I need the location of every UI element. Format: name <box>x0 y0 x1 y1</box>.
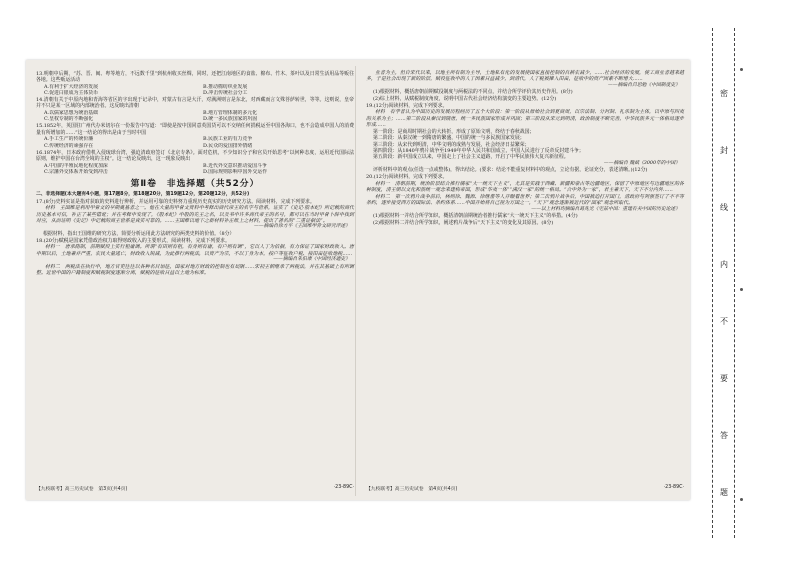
question-18-requirement-1: (1)根据材料，概括唐朝前期赋役制度与两税法的不同点，并结合所学评价其历史作用。(8分) <box>373 89 573 96</box>
left-column <box>36 70 354 277</box>
binding-line <box>712 28 713 538</box>
question-16-stem: 16.1874年，日本政府借机入侵琉球台湾，强迫清政府签订《北京专条》。面对危机，不少知识分子和官员开始思考“以何种态度，运用近代国际法原则，维护中国在台湾全境的主权”。这一结论反映出，这一现象反映出 <box>36 149 354 163</box>
option-a: A.以儒家思想为统治基础 <box>44 109 98 116</box>
question-13-options <box>36 84 354 97</box>
option-c: C.宗藩外交体系开始受到冲击 <box>44 169 108 176</box>
question-20-requirement-1: (1)根据材料一并结合所学知识，概括清朝前期统治者推行儒家“大一统天下主义”的举措。(4分) <box>373 213 578 220</box>
question-18-requirement-2: (2)综上材料，从赋税制度角度，说明中国古代社会经济结构演变的主要趋势。(12分) <box>373 95 557 102</box>
option-d: D.民众的爱国排外情绪 <box>203 142 253 149</box>
section-note: 二、非选择题(本大题有4小题，第17题8分，第18题20分，第19题12分，第20题12分，共52分) <box>36 191 250 197</box>
question-17-material: 材料 王国维是利用甲骨文的早期奠基者之一。他在大量的甲骨文资料中考释出商代帝王的名字与世系，证实了《史记·殷本纪》所记载的商代历史基本可信，补正了某些错讹；并在考释中发现了，《殷本纪》中殷的先王之名，以及书中许多商代帝王的名号，都可以在当时甲骨卜辞中找到对应，从而证明《史记》中记载的商王世系是真实可靠的。……王国维以地下之新材料补正纸上之材料，提出了著名的“二重证据法”。 <box>36 205 354 225</box>
option-a: A.手工生产的传统价廉 <box>44 136 94 143</box>
question-20-material-2: 材料二 第一次鸦片战争前后，林则徐、魏源、徐继畲等人开眼看世界；第二次鸦片战争后，中国被迫打开国门，清政府与列强签订了不平等条约，逐步接受西方的国际法、条约体系……中国开始将自己视为万国之一，“天下”观念逐渐被近代的“国家”观念所取代。 <box>366 193 684 207</box>
option-b: B.推动棉纺织业发展 <box>203 83 248 90</box>
binding-char: 题 <box>720 488 728 497</box>
option-c: C.促进白银成为主体货币 <box>44 89 99 96</box>
question-18-material-2-continued: 业者为主，但自宋代以来，以地主所有制为主导，土地私有化的发展使国家直接控制的自耕农减少，……社会经济的发展，使工商业者越来越多，于是社会出现了新的阶层，赋役征收中的人丁因素日益减少，到清代，人丁税被摊入田亩，征收中的资产因素不断增大…… <box>366 70 684 83</box>
question-19-requirement: 评析材料中的观点(任选一点或整体)，得出结论。(要求：结论不能重复材料中的观点，立论有据，论证充分，表述清晰。)(12分) <box>373 167 648 174</box>
question-20-material-1: 材料一 清朝前期，统治阶层结合推行儒家“大一统天下主义”，尤其是实践于西藏、新疆和蒙古等边疆地区，保留了中原地区与边疆地区的各种制度，清王朝以文化和族统一观念来建构帝国，形成“华夷一体”“满汉一家”的统一格局。“合中外为一家”，君主兼天下，天下不分内外…… <box>366 180 684 194</box>
question-19-source: ——摘编自 魏斌《3000年的中国》 <box>603 160 680 166</box>
question-18-material-1: 材料一 唐承隋制，前期赋役上实行租庸调。所谓“有田则有租，有身则有庸，有户则有调”，它以人丁为依据，有力保证了国家财政收入。唐中期以后，土地兼并严重，农民大量逃亡，财政收入锐减，为此推行两税法，以资产为宗，不以丁身为本，按户等征收户税、按田亩征收地税…… <box>36 244 354 257</box>
question-18-stem: 18.(20分)赋税是国家凭借政治权力取得财政收入的主要形式，阅读材料，完成下列要求。 <box>36 237 230 244</box>
question-17-source: ——摘编自徐方平《王国维甲骨文研究评述》 <box>254 224 350 230</box>
page-footer-right <box>366 485 684 492</box>
exam-sheet <box>26 60 690 500</box>
binding-char: 内 <box>720 260 728 269</box>
question-19-stage: 第一阶段：是商周时期社会的大转折，形成了原始文明，终结于春秋战国； <box>373 128 535 135</box>
binding-char: 答 <box>720 431 728 440</box>
question-18-source-2: ——摘编自吕思勉《中国制度史》 <box>608 82 680 88</box>
footer-code: ·23-89C· <box>333 485 354 490</box>
binding-line <box>734 28 735 538</box>
footer-code: ·23-89C· <box>663 485 684 490</box>
option-d: D.冲击传统社会分工 <box>203 89 248 96</box>
binding-char: 封 <box>720 146 728 155</box>
question-18-material-2: 材料二 两税法在执行中，地方官吏往往以各种名目加征，国家对地方财政的控制也有局限……宋初王朝继承了两税法，并在其基础上有所调整。近世中国的户籍制度和赋税制度逐渐分离，赋税的征收日益以土地为标准。 <box>36 263 354 277</box>
option-a: A.有利于扩大经济的发展 <box>44 83 98 90</box>
option-c: C.传统经济的顽强存在 <box>44 142 94 149</box>
question-13-stem: 13.明朝中后期，“苏、晋、闽、粤等地方，不远数千里”到杭州收买丝绸，同时，还把江南地区的食盐、棉布、竹木、茶叶以及日常生活用品等贩往各地。这些贩运活动 <box>36 70 354 84</box>
binding-hole <box>740 288 743 291</box>
question-19-stage: 第二阶段：从秦汉统一到隋唐的繁盛，中国的统一与多民族国家发展； <box>373 135 525 142</box>
question-19-stem: 19.(12分)阅读材料，完成下列要求。 <box>366 102 448 109</box>
question-15-stem: 15.1852年，英国驻广州代办米切尔在一份报告中写道：“即使是按中国同意英国货可以不交纳任何捐税运至中国各海口，也不会造成中国人的消费量有所增加的……”这一结论的得出是由于当时中国 <box>36 123 354 136</box>
question-19-stage: 第五阶段：新中国成立以来，中国走上了社会主义道路，开启了中华民族伟大复兴新征程。 <box>373 154 569 161</box>
question-16-options <box>36 163 354 176</box>
binding-label <box>716 88 732 498</box>
option-d: D.国际规则影响中国外交运作 <box>203 169 267 176</box>
binding-hole <box>740 68 743 71</box>
question-14-options <box>36 110 354 123</box>
question-20-requirement-2: (2)根据材料二并结合所学知识，阐述鸦片战争后“天下主义”的变化及其原因。(8分) <box>373 219 554 226</box>
binding-hole <box>740 498 743 501</box>
binding-char: 要 <box>720 374 728 383</box>
question-19-stage: 第三阶段：从宋代到明清，中华文明的成熟与发展，社会经济日益繁荣； <box>373 141 530 148</box>
binding-char: 不 <box>720 317 728 326</box>
right-column <box>366 70 684 226</box>
option-c: C.皇权专制的不断强化 <box>44 116 94 123</box>
option-d: D.统一多民族国家的巩固 <box>203 116 258 123</box>
question-14-stem: 14.清朝有关于中原内地和青海等省区的字出现于记录中，对蒙古有言是大汗，对满洲则言是东北，对西藏而言文殊菩萨转世，等等。这则说，皇帝并不只是某一区域的内部统治者。这反映出清朝 <box>36 97 354 110</box>
binding-char: 密 <box>720 89 728 98</box>
question-17-stem: 17.(8分)史料实证是指对获取的史料进行辨析，并运用可靠的史料努力重现历史真实的历史研究方法。阅读材料，完成下列要求。 <box>36 198 315 205</box>
question-15-options <box>36 136 354 149</box>
option-b: B.近代外交意识推动爱国斗争 <box>203 162 267 169</box>
binding-char: 线 <box>720 203 728 212</box>
footer-title: 【九校联考】高三历史试卷 第3页(共4页) <box>36 487 128 492</box>
option-a: A.中国的半殖民地化程度加深 <box>44 162 108 169</box>
binding-margin <box>704 28 762 538</box>
page-fold-divider <box>355 66 356 496</box>
footer-title: 【九校联考】高三历史试卷 第4页(共4页) <box>366 487 458 492</box>
question-20-source: ——以上材料均摘编自葛兆光《宅兹中国：重建有关中国的历史论述》 <box>531 206 680 212</box>
option-b: B.地方管理体制的多元化 <box>203 109 258 116</box>
question-18-source-1: ——摘编自朱伯康《中国经济通史》 <box>273 257 350 263</box>
option-b: B.民族工业的有力竞争 <box>203 136 253 143</box>
page-footer-left <box>36 485 354 492</box>
question-19-stage: 第四阶段：从1840年鸦片战争至1949年中华人民共和国成立，中国人民进行了反帝反封建斗争； <box>373 148 584 155</box>
question-19-material: 材料 有学者认为中国历史的发展历程经历了五个大阶段：第一阶段从原始社会到夏商周，以宗法制、分封制、礼乐制为主体，以中原与四夷的关系为主；……第二阶段从秦汉到隋唐，统一多民族国家形成并巩固；第三阶段从宋元到明清，政治制度不断完善，中华民族多元一体格局逐步形成…… <box>366 109 684 129</box>
section-title: 第Ⅱ卷 非选择题（共52分） <box>130 178 260 189</box>
question-20-stem: 20.(12分)阅读材料，完成下列要求。 <box>366 174 448 181</box>
question-17-requirement: 根据材料，指出王国维的研究方法，简要分析运用此方法研究的两类史料的价值。（8分） <box>43 230 235 237</box>
